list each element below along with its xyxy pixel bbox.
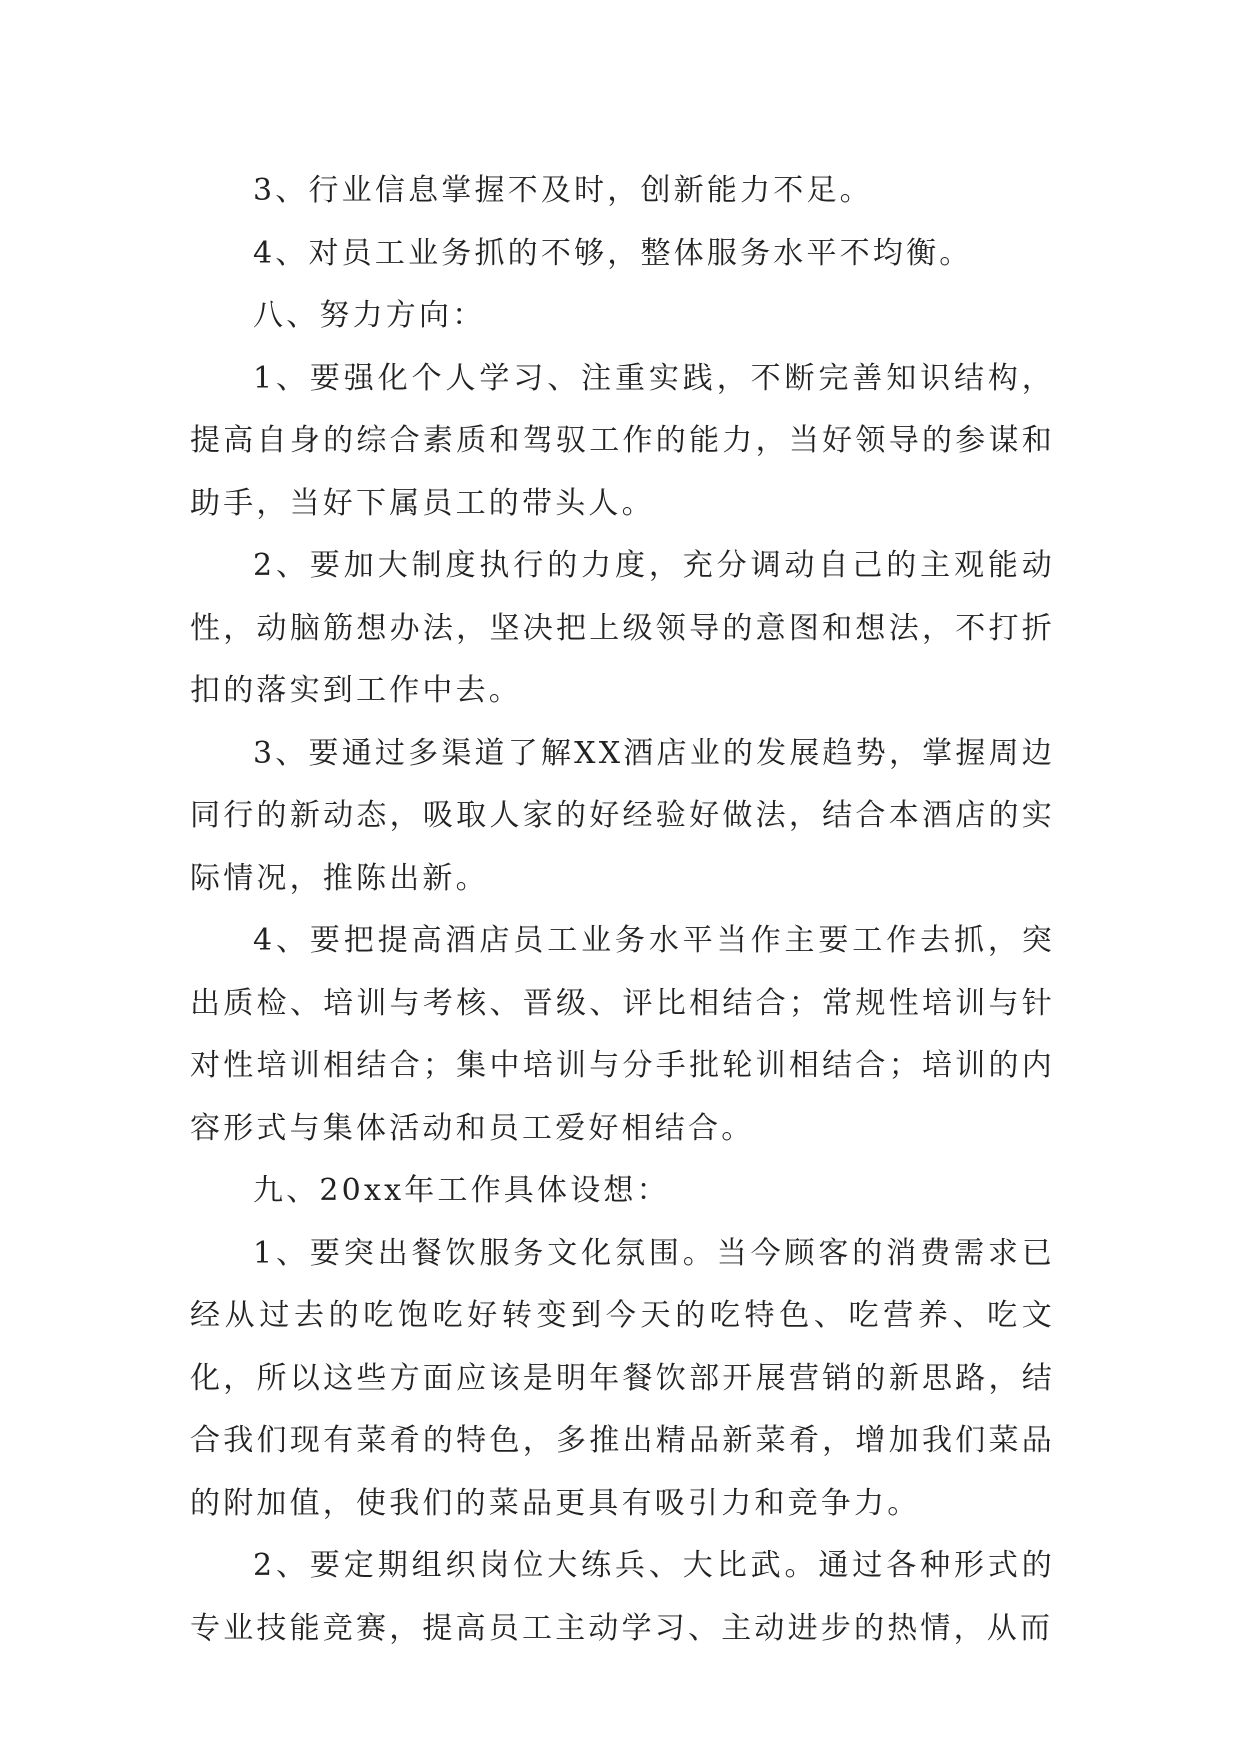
section-heading-effort-direction: 八、努力方向： [253,298,486,333]
paragraph-shortcoming-3: 3、行业信息掌握不及时，创新能力不足。 [253,173,873,208]
paragraph-shortcoming-4: 4、对员工业务抓的不够，整体服务水平不均衡。 [253,235,973,271]
paragraph-plan-2: 2、要定期组织岗位大练兵、大比武。通过各种形式的专业技能竞赛，提高员工主动学习、主动进步的热情，从而 [190,1548,1055,1646]
document-body [190,160,1055,1660]
section-heading-work-plan: 九、20xx年工作具体设想： [253,1173,670,1208]
paragraph-effort-1: 1、要强化个人学习、注重实践，不断完善知识结构，提高自身的综合素质和驾驭工作的能力，当好领导的参谋和助手，当好下属员工的带头人。 [190,360,1055,521]
paragraph-effort-3: 3、要通过多渠道了解XX酒店业的发展趋势，掌握周边同行的新动态，吸取人家的好经验好做法，结合本酒店的实际情况，推陈出新。 [190,735,1055,896]
paragraph-effort-2: 2、要加大制度执行的力度，充分调动自己的主观能动性，动脑筋想办法，坚决把上级领导的意图和想法，不打折扣的落实到工作中去。 [190,548,1055,708]
paragraph-plan-1: 1、要突出餐饮服务文化氛围。当今顾客的消费需求已经从过去的吃饱吃好转变到今天的吃特色、吃营养、吃文化，所以这些方面应该是明年餐饮部开展营销的新思路，结合我们现有菜肴的特色，多推出精品新菜肴，增加我们菜品的附加值，使我们的菜品更具有吸引力和竞争力。 [190,1235,1055,1521]
paragraph-effort-4: 4、要把提高酒店员工业务水平当作主要工作去抓，突出质检、培训与考核、晋级、评比相结合；常规性培训与针对性培训相结合；集中培训与分手批轮训相结合；培训的内容形式与集体活动和员工爱好相结合。 [190,923,1055,1146]
